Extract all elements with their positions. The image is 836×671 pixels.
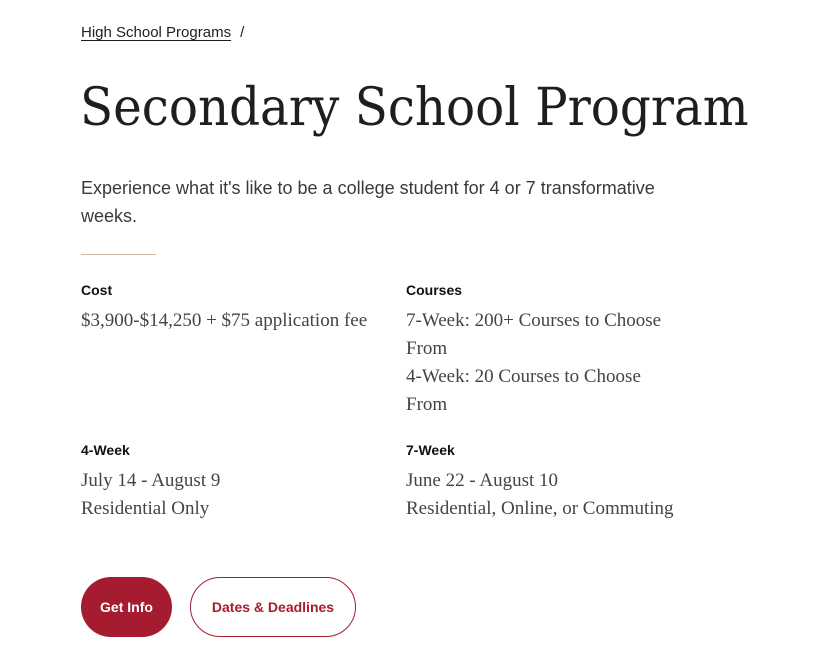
courses-label: Courses: [406, 282, 463, 298]
seven-week-dates: June 22 - August 10: [406, 470, 558, 491]
intro-text: Experience what it's like to be a college student for 4 or 7 transformative weeks.: [81, 178, 655, 226]
breadcrumb: [81, 24, 244, 41]
cost-label: Cost: [81, 282, 113, 298]
breadcrumb-separator: /: [240, 24, 245, 41]
four-week-format: Residential Only: [81, 498, 210, 519]
page-title: Secondary School Program: [80, 78, 749, 138]
four-week-dates: July 14 - August 9: [81, 470, 221, 491]
seven-week-format: Residential, Online, or Commuting: [406, 498, 674, 519]
dates-deadlines-button[interactable]: Dates & Deadlines: [190, 577, 356, 637]
breadcrumb-link-high-school-programs[interactable]: High School Programs: [81, 24, 232, 41]
four-week-block: [81, 441, 371, 523]
cost-block: [81, 281, 371, 335]
courses-block: [406, 281, 686, 419]
courses-four-week: 4-Week: 20 Courses to Choose From: [406, 366, 641, 415]
seven-week-label: 7-Week: [406, 442, 455, 458]
four-week-label: 4-Week: [81, 442, 130, 458]
cost-value: $3,900-$14,250 + $75 application fee: [81, 310, 368, 331]
seven-week-block: [406, 441, 726, 523]
get-info-button[interactable]: Get Info: [81, 577, 172, 637]
divider: [81, 254, 156, 255]
courses-seven-week: 7-Week: 200+ Courses to Choose From: [406, 310, 662, 359]
